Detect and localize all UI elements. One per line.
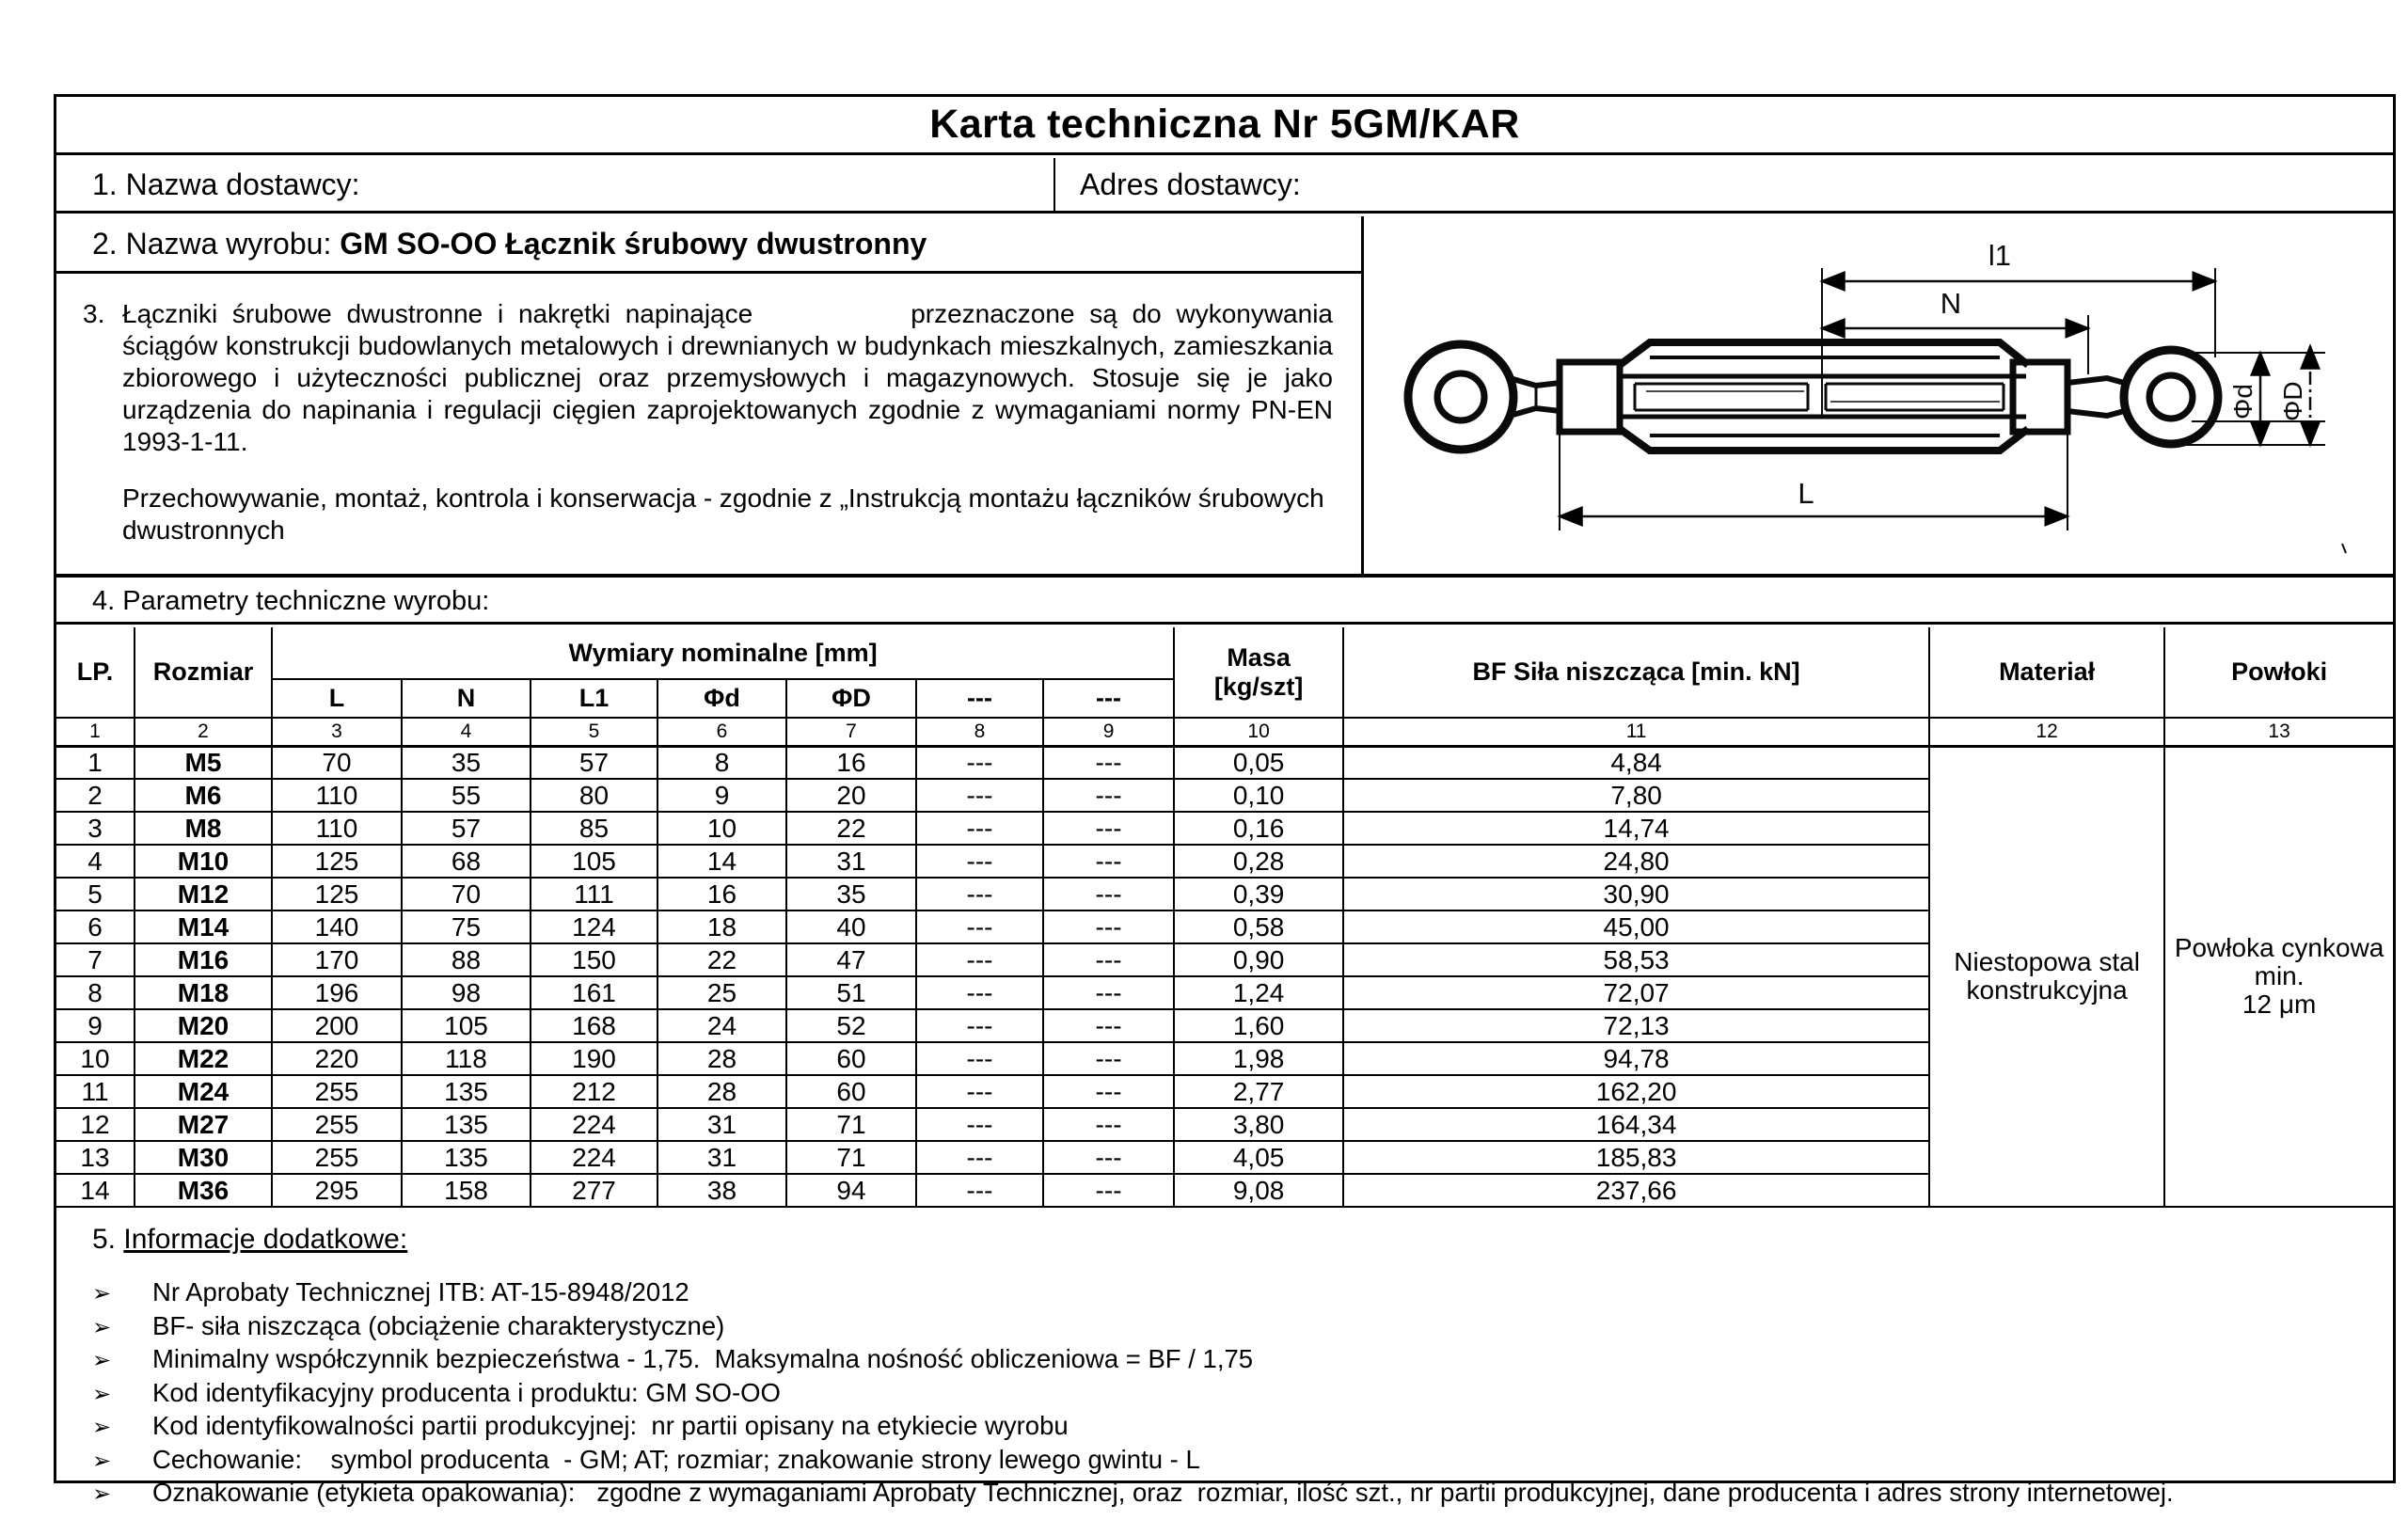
table-cell: 8: [56, 976, 135, 1009]
column-number: 5: [531, 718, 657, 746]
table-cell: 58,53: [1343, 943, 1929, 976]
table-cell: 255: [272, 1108, 402, 1141]
table-cell: 71: [786, 1108, 916, 1141]
table-cell: 168: [531, 1009, 657, 1042]
table-cell: ---: [916, 1075, 1043, 1108]
table-cell: 170: [272, 943, 402, 976]
dim-label-phi-d: Φd: [2228, 384, 2258, 420]
table-cell: 140: [272, 911, 402, 943]
table-cell: ---: [1043, 746, 1174, 779]
table-cell: 110: [272, 812, 402, 845]
table-cell: M8: [135, 812, 272, 845]
table-cell: ---: [916, 943, 1043, 976]
col-header-masa: [1174, 627, 1343, 718]
material-value-line: konstrukcyjna: [1966, 975, 2128, 1006]
table-cell: ---: [916, 1009, 1043, 1042]
column-number: 4: [402, 718, 531, 746]
table-cell: M36: [135, 1174, 272, 1207]
table-cell: ---: [916, 1141, 1043, 1174]
table-cell: 150: [531, 943, 657, 976]
column-number: 13: [2164, 718, 2393, 746]
column-numbers-row: [56, 718, 2393, 746]
table-cell: 80: [531, 779, 657, 812]
table-cell: 0,58: [1174, 911, 1343, 943]
masa-line1: Masa: [1227, 642, 1291, 672]
column-number: 1: [56, 718, 135, 746]
table-cell: 20: [786, 779, 916, 812]
table-cell: 24,80: [1343, 845, 1929, 878]
left-nut: [1560, 362, 1620, 432]
table-cell: M16: [135, 943, 272, 976]
table-cell: 9,08: [1174, 1174, 1343, 1207]
table-cell: 13: [56, 1141, 135, 1174]
table-cell: 7,80: [1343, 779, 1929, 812]
table-cell: 4,84: [1343, 746, 1929, 779]
table-cell: ---: [916, 746, 1043, 779]
table-cell: 1,98: [1174, 1042, 1343, 1075]
bullet-arrow-icon: ➢: [92, 1348, 112, 1373]
table-cell: 0,05: [1174, 746, 1343, 779]
table-cell: 57: [531, 746, 657, 779]
info-list-item: [92, 1377, 2365, 1411]
table-cell: 35: [786, 878, 916, 911]
col-header-wymiary: Wymiary nominalne [mm]: [272, 627, 1174, 679]
material-value-line: Niestopowa stal: [1954, 947, 2140, 977]
table-cell: 52: [786, 1009, 916, 1042]
column-number: 7: [786, 718, 916, 746]
section-3-intro: Łączniki śrubowe dwustronne i nakrętki napinające: [122, 299, 753, 328]
table-cell: 105: [531, 845, 657, 878]
table-cell: 30,90: [1343, 878, 1929, 911]
left-column: [56, 216, 1364, 574]
table-cell: 161: [531, 976, 657, 1009]
table-cell: 11: [56, 1075, 135, 1108]
dim-subheader: L: [272, 679, 402, 718]
info-list-item: [92, 1343, 2365, 1377]
table-cell: 85: [531, 812, 657, 845]
table-cell: 60: [786, 1075, 916, 1108]
table-cell: 14,74: [1343, 812, 1929, 845]
table-cell: 220: [272, 1042, 402, 1075]
table-cell: 31: [657, 1108, 786, 1141]
table-cell: 118: [402, 1042, 531, 1075]
table-cell: 0,28: [1174, 845, 1343, 878]
additional-info-list: [92, 1276, 2365, 1511]
table-cell: 1,24: [1174, 976, 1343, 1009]
parameters-table: [56, 627, 2393, 1208]
table-cell: ---: [1043, 1075, 1174, 1108]
table-cell: 31: [786, 845, 916, 878]
table-cell: 10: [56, 1042, 135, 1075]
dim-subheader: Φd: [657, 679, 786, 718]
table-cell: ---: [1043, 779, 1174, 812]
table-cell: 2: [56, 779, 135, 812]
column-number: 9: [1043, 718, 1174, 746]
supplier-address-label: Adres dostawcy:: [1080, 166, 1301, 201]
table-cell: M6: [135, 779, 272, 812]
table-cell: 190: [531, 1042, 657, 1075]
info-list-text: Cechowanie: symbol producenta - GM; AT; rozmiar; znakowanie strony lewego gwintu - L: [152, 1444, 1200, 1474]
section-5-number: 5.: [92, 1224, 124, 1255]
col-header-bf: BF Siła niszcząca [min. kN]: [1343, 627, 1929, 718]
table-cell: 60: [786, 1042, 916, 1075]
right-eye-hole: [2149, 375, 2193, 419]
table-cell: 124: [531, 911, 657, 943]
table-cell: 9: [56, 1009, 135, 1042]
table-cell: 3: [56, 812, 135, 845]
column-number: 11: [1343, 718, 1929, 746]
table-cell: ---: [1043, 1174, 1174, 1207]
table-cell: ---: [1043, 878, 1174, 911]
info-list-text: Minimalny współczynnik bezpieczeństwa - 1,75. Maksymalna nośność obliczeniowa = BF / 1,75: [152, 1344, 1254, 1373]
table-cell: 94: [786, 1174, 916, 1207]
table-cell: 255: [272, 1141, 402, 1174]
table-cell: ---: [916, 779, 1043, 812]
dim-subheader: N: [402, 679, 531, 718]
table-cell: 135: [402, 1141, 531, 1174]
table-body: [56, 746, 2393, 1207]
table-cell: 110: [272, 779, 402, 812]
table-cell: ---: [916, 1042, 1043, 1075]
table-cell: 277: [531, 1174, 657, 1207]
table-cell: 45,00: [1343, 911, 1929, 943]
table-cell: 16: [657, 878, 786, 911]
section-3-storage: Przechowywanie, montaż, kontrola i konserwacja - zgodnie z „Instrukcją montażu łączników śrubowych dwustronnych: [122, 483, 1324, 545]
table-cell: ---: [1043, 812, 1174, 845]
section-5-title: [92, 1224, 2365, 1256]
table-cell: 2,77: [1174, 1075, 1343, 1108]
section-5: [56, 1207, 2393, 1507]
supplier-row: [56, 158, 2393, 214]
table-cell: 6: [56, 911, 135, 943]
table-cell: 55: [402, 779, 531, 812]
column-number: 2: [135, 718, 272, 746]
table-cell: 111: [531, 878, 657, 911]
table-cell: M14: [135, 911, 272, 943]
table-cell: ---: [916, 1174, 1043, 1207]
table-cell: 255: [272, 1075, 402, 1108]
table-cell: 28: [657, 1075, 786, 1108]
info-list-item: [92, 1477, 2365, 1511]
supplier-address-cell: [1055, 158, 2393, 211]
table-cell: 185,83: [1343, 1141, 1929, 1174]
table-cell: 162,20: [1343, 1075, 1929, 1108]
table-cell: 72,07: [1343, 976, 1929, 1009]
table-cell: 47: [786, 943, 916, 976]
table-cell: 18: [657, 911, 786, 943]
section-4-row: [56, 581, 2393, 625]
info-list-text: Kod identyfikowalności partii produkcyjnej: nr partii opisany na etykiecie wyrobu: [152, 1411, 1069, 1440]
dim-subheader: ΦD: [786, 679, 916, 718]
table-cell: ---: [1043, 1009, 1174, 1042]
section-3-paragraph: [122, 298, 1333, 546]
section-4-title: 4. Parametry techniczne wyrobu:: [92, 586, 490, 616]
table-cell: 68: [402, 845, 531, 878]
coating-value-line: Powłoka cynkowa min.: [2174, 933, 2384, 991]
technical-data-sheet: [54, 94, 2396, 1507]
table-cell: 98: [402, 976, 531, 1009]
table-cell: 8: [657, 746, 786, 779]
table-cell: 24: [657, 1009, 786, 1042]
table-cell: 14: [657, 845, 786, 878]
bullet-arrow-icon: ➢: [92, 1448, 112, 1474]
body-top: [1620, 342, 2028, 365]
table-cell: 135: [402, 1075, 531, 1108]
table-cell: 75: [402, 911, 531, 943]
bullet-arrow-icon: ➢: [92, 1415, 112, 1440]
dim-subheader: ---: [1043, 679, 1174, 718]
info-list-item: [92, 1444, 2365, 1478]
info-list-text: Nr Aprobaty Technicznej ITB: AT-15-8948/2012: [152, 1277, 689, 1306]
table-cell: ---: [1043, 1141, 1174, 1174]
table-cell: 0,10: [1174, 779, 1343, 812]
table-cell: ---: [1043, 845, 1174, 878]
body-bottom: [1620, 429, 2028, 451]
table-cell: 22: [657, 943, 786, 976]
table-cell: M12: [135, 878, 272, 911]
dim-label-phi-D: ΦD: [2278, 381, 2307, 421]
table-cell: 38: [657, 1174, 786, 1207]
table-cell: ---: [916, 878, 1043, 911]
table-cell: 1: [56, 746, 135, 779]
table-cell: 22: [786, 812, 916, 845]
info-list-item: [92, 1310, 2365, 1344]
table-cell: 125: [272, 845, 402, 878]
table-row: [56, 746, 2393, 779]
table-cell: 51: [786, 976, 916, 1009]
column-number: 8: [916, 718, 1043, 746]
table-cell: 70: [402, 878, 531, 911]
table-cell: ---: [1043, 911, 1174, 943]
table-cell: 125: [272, 878, 402, 911]
table-cell: 0,39: [1174, 878, 1343, 911]
table-cell: 196: [272, 976, 402, 1009]
table-cell: ---: [916, 911, 1043, 943]
section-5-heading: Informacje dodatkowe:: [123, 1224, 408, 1255]
table-cell: 12: [56, 1108, 135, 1141]
table-cell: 72,13: [1343, 1009, 1929, 1042]
coating-value: [2164, 746, 2393, 1207]
table-cell: 40: [786, 911, 916, 943]
table-cell: ---: [1043, 1108, 1174, 1141]
masa-line2: [kg/szt]: [1213, 672, 1304, 701]
table-cell: 295: [272, 1174, 402, 1207]
table-cell: 105: [402, 1009, 531, 1042]
col-header-powloki: Powłoki: [2164, 627, 2393, 718]
table-cell: 164,34: [1343, 1108, 1929, 1141]
dim-label-l: L: [1798, 477, 1814, 510]
table-cell: 0,16: [1174, 812, 1343, 845]
table-cell: M27: [135, 1108, 272, 1141]
left-eye: [1408, 344, 1513, 450]
product-label: 2. Nazwa wyrobu:: [92, 226, 341, 261]
info-list-text: Oznakowanie (etykieta opakowania): zgodne z wymaganiami Aprobaty Technicznej, oraz rozmiar, ilość szt., nr partii produkcyjnej, dane producenta i adres strony internetowej.: [152, 1478, 2174, 1507]
section-3-intro-cont: przeznaczone są do wykonywania ściągów konstrukcji budowlanych metalowych i drewnianych w budynkach mieszkalnych, zamieszkania zbiorowego i użyteczności publicznej oraz przemysłowych i magazynowych. Stosuje się je jako urządzenia do napinania i regulacji cięgien zaprojektowanych zgodnie z wymaganiami normy PN-EN 1993-1-11.: [122, 299, 1333, 456]
supplier-name-label: 1. Nazwa dostawcy:: [92, 166, 360, 201]
col-header-rozmiar: Rozmiar: [135, 627, 272, 718]
info-list-text: Kod identyfikacyjny producenta i produktu: GM SO-OO: [152, 1377, 781, 1407]
table-cell: 10: [657, 812, 786, 845]
material-value: [1929, 746, 2164, 1207]
table-cell: M22: [135, 1042, 272, 1075]
dim-label-l1: l1: [1988, 239, 2012, 272]
column-number: 3: [272, 718, 402, 746]
col-header-material: Materiał: [1929, 627, 2164, 718]
column-number: 12: [1929, 718, 2164, 746]
bullet-arrow-icon: ➢: [92, 1381, 112, 1407]
column-number: 10: [1174, 718, 1343, 746]
table-cell: 0,90: [1174, 943, 1343, 976]
table-cell: 70: [272, 746, 402, 779]
table-cell: ---: [916, 976, 1043, 1009]
column-number: 6: [657, 718, 786, 746]
table-cell: ---: [916, 845, 1043, 878]
table-cell: 88: [402, 943, 531, 976]
dim-label-n: N: [1940, 287, 1962, 320]
table-cell: 224: [531, 1141, 657, 1174]
dim-subheader: ---: [916, 679, 1043, 718]
section-3-number: 3.: [83, 299, 105, 328]
table-cell: 71: [786, 1141, 916, 1174]
right-nut: [2013, 362, 2067, 432]
col-header-lp: LP.: [56, 627, 135, 718]
table-cell: ---: [916, 812, 1043, 845]
page-title: Karta techniczna Nr 5GM/KAR: [929, 102, 1520, 147]
table-cell: 4: [56, 845, 135, 878]
info-list-text: BF- siła niszcząca (obciążenie charakterystyczne): [152, 1310, 725, 1340]
table-cell: 31: [657, 1141, 786, 1174]
product-name: GM SO-OO Łącznik śrubowy dwustronny: [340, 226, 927, 261]
table-cell: 4,05: [1174, 1141, 1343, 1174]
table-cell: M20: [135, 1009, 272, 1042]
table-cell: ---: [1043, 943, 1174, 976]
section-3: [56, 274, 1361, 546]
left-eye-hole: [1437, 373, 1484, 420]
main-area: [56, 216, 2393, 578]
table-cell: 3,80: [1174, 1108, 1343, 1141]
table-cell: 35: [402, 746, 531, 779]
table-cell: 158: [402, 1174, 531, 1207]
right-eye: [2124, 350, 2218, 444]
bullet-arrow-icon: ➢: [92, 1281, 112, 1306]
info-list-item: [92, 1276, 2365, 1310]
table-cell: 224: [531, 1108, 657, 1141]
table-cell: 28: [657, 1042, 786, 1075]
table-cell: 5: [56, 878, 135, 911]
table-cell: 9: [657, 779, 786, 812]
table-cell: ---: [1043, 976, 1174, 1009]
dim-subheader: L1: [531, 679, 657, 718]
table-cell: ---: [1043, 1042, 1174, 1075]
table-cell: 7: [56, 943, 135, 976]
table-cell: M30: [135, 1141, 272, 1174]
table-cell: 212: [531, 1075, 657, 1108]
table-cell: 237,66: [1343, 1174, 1929, 1207]
table-header: [56, 627, 2393, 746]
table-cell: ---: [916, 1108, 1043, 1141]
table-cell: M10: [135, 845, 272, 878]
table-cell: M24: [135, 1075, 272, 1108]
table-cell: 94,78: [1343, 1042, 1929, 1075]
bullet-arrow-icon: ➢: [92, 1314, 112, 1340]
table-cell: 57: [402, 812, 531, 845]
technical-drawing: [1364, 216, 2393, 574]
table-cell: 16: [786, 746, 916, 779]
coating-value-line: 12 μm: [2242, 990, 2317, 1020]
table-cell: 200: [272, 1009, 402, 1042]
turnbuckle-drawing: [1364, 216, 2393, 578]
product-row: [56, 216, 1361, 274]
table-cell: 14: [56, 1174, 135, 1207]
supplier-name-cell: [56, 158, 1055, 211]
table-cell: M5: [135, 746, 272, 779]
table-cell: M18: [135, 976, 272, 1009]
table-cell: 1,60: [1174, 1009, 1343, 1042]
table-cell: 25: [657, 976, 786, 1009]
title-row: [56, 97, 2393, 155]
info-list-item: [92, 1410, 2365, 1444]
table-cell: 135: [402, 1108, 531, 1141]
bullet-arrow-icon: ➢: [92, 1481, 112, 1507]
